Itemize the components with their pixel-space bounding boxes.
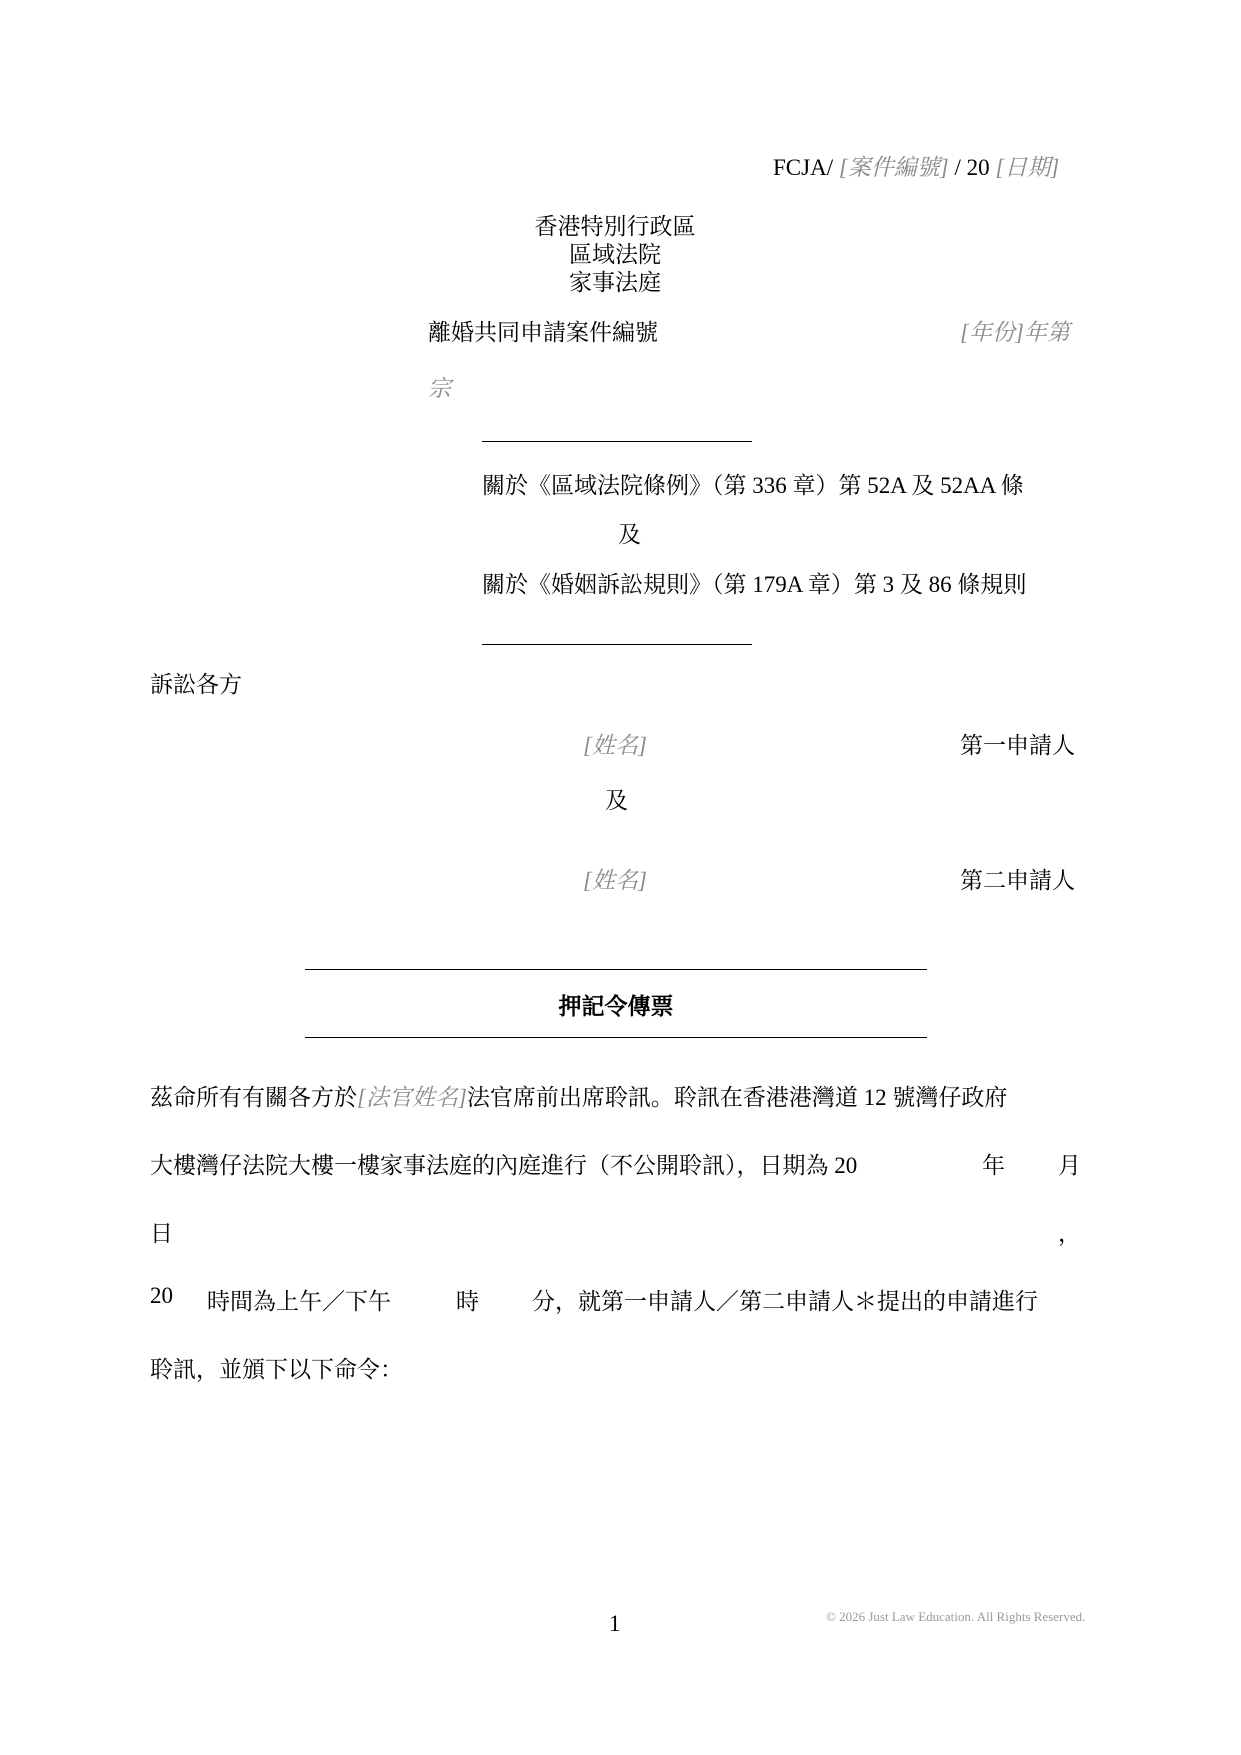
body-p1-pre: 茲命所有有關各方於 [150, 1085, 357, 1110]
year-suffix: 年第 [1023, 320, 1070, 345]
body-comma: ， [1058, 1221, 1081, 1246]
case-number-placeholder: [案件編號] [838, 155, 949, 180]
case-number-tail: 宗 [428, 376, 451, 401]
body-line-1 [150, 1079, 1007, 1112]
judge-name-placeholder: [法官姓名] [357, 1085, 467, 1110]
body-day-label: 日 [150, 1221, 173, 1246]
second-applicant-role: 第二申請人 [960, 868, 1075, 893]
title-rule-top [305, 969, 927, 970]
court-line-3: 家事法庭 [569, 270, 661, 295]
body-line-5: 聆訊，並頒下以下命令： [150, 1357, 403, 1382]
document-title: 押記令傳票 [558, 994, 674, 1019]
body-p2-main: 大樓灣仔法院大樓一樓家事法庭的內庭進行（不公開聆訊），日期為 20 [150, 1153, 858, 1178]
case-reference [773, 149, 1059, 182]
copyright-notice: © 2026 Just Law Education. All Rights Reserved. [826, 1609, 1086, 1624]
body-hour-label: 時 [456, 1289, 479, 1314]
page-number: 1 [609, 1611, 621, 1636]
body-month-label: 月 [1058, 1153, 1081, 1178]
matter-line-2: 關於《婚姻訴訟規則》（第 179A 章）第 3 及 86 條規則 [482, 572, 1027, 597]
court-block [500, 213, 730, 297]
body-time-label: 時間為上午／下午 [207, 1289, 391, 1314]
date-placeholder: [日期] [995, 155, 1060, 180]
divider-top [482, 441, 752, 442]
body-p1-post: 法官席前出席聆訊。聆訊在香港港灣道 12 號灣仔政府 [466, 1085, 1008, 1110]
body-year-prefix: 20 [150, 1283, 173, 1308]
parties-and: 及 [605, 788, 628, 813]
first-applicant-name-placeholder: [姓名] [583, 733, 647, 758]
court-line-2: 區域法院 [569, 242, 661, 267]
body-minute-rest: 分，就第一申請人／第二申請人＊提出的申請進行 [532, 1289, 1038, 1314]
case-number-label: 離婚共同申請案件編號 [428, 320, 658, 345]
body-year-label: 年 [982, 1153, 1005, 1178]
second-applicant-name-placeholder: [姓名] [583, 868, 647, 893]
body-line-2 [150, 1147, 857, 1180]
title-rule-bottom [305, 1037, 927, 1038]
case-mid: / 20 [948, 155, 996, 180]
case-number-year [960, 314, 1070, 347]
parties-heading: 訴訟各方 [150, 672, 242, 697]
year-placeholder: [年份] [960, 320, 1024, 345]
divider-bottom [482, 644, 752, 645]
matter-line-1: 關於《區域法院條例》（第 336 章）第 52A 及 52AA 條 [482, 473, 1024, 498]
court-line-1: 香港特別行政區 [534, 214, 696, 239]
matter-and: 及 [618, 522, 641, 547]
case-prefix: FCJA/ [773, 155, 839, 180]
first-applicant-role: 第一申請人 [960, 733, 1075, 758]
